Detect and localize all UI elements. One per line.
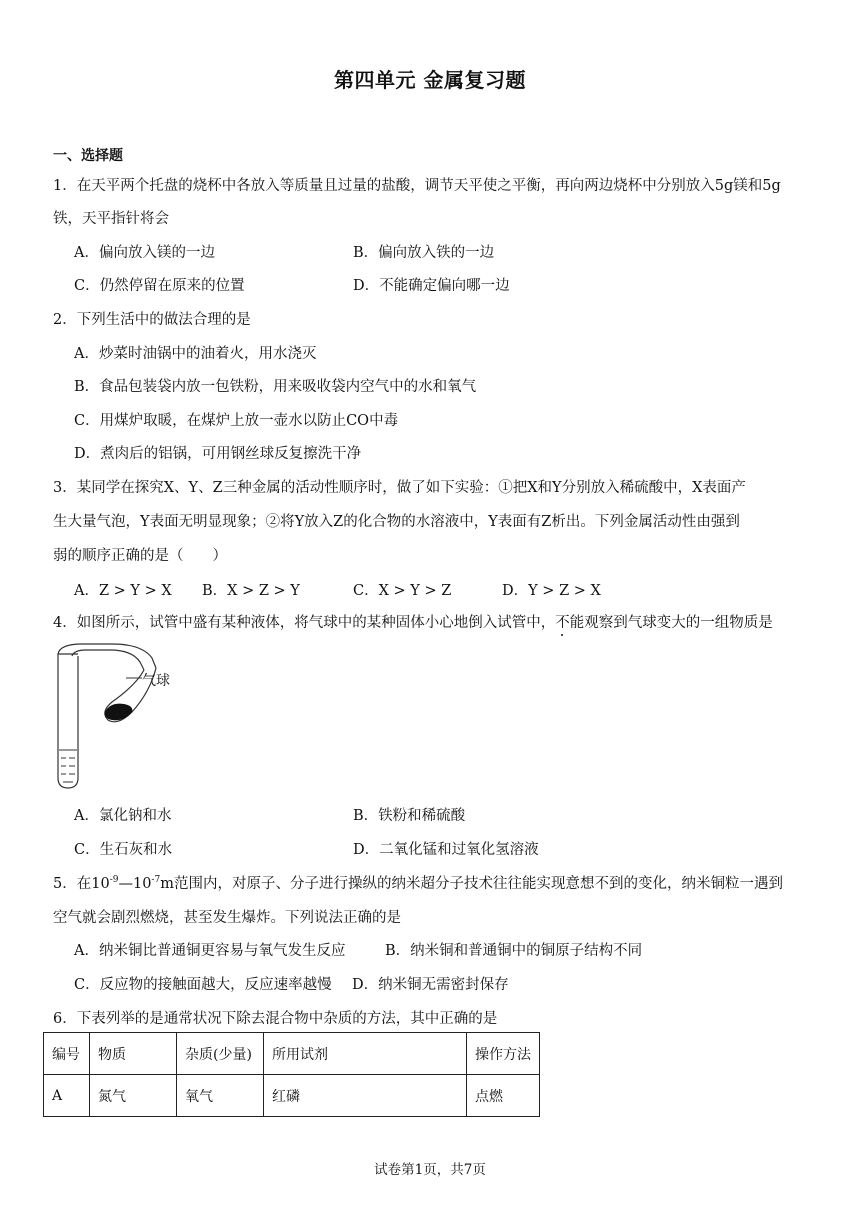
q1-option-a: A．偏向放入镁的一边: [74, 245, 215, 261]
table-cell: 氮气: [90, 1075, 177, 1117]
section-heading: 一、选择题: [53, 148, 123, 164]
q5-text-a: 5．在10: [53, 876, 110, 892]
table-cell: 氧气: [177, 1075, 264, 1117]
table-header-row: [44, 1033, 540, 1075]
q4-option-a: A．氯化钠和水: [74, 808, 172, 824]
q5-exponent-1: -9: [109, 875, 119, 885]
table-cell: 红磷: [264, 1075, 467, 1117]
q1-stem-line1: 1．在天平两个托盘的烧杯中各放入等质量且过量的盐酸，调节天平使之平衡，再向两边烧杯中分别放入5g镁和5g: [53, 178, 781, 194]
q4-stem-before: 4．如图所示，试管中盛有某种液体，将气球中的某种固体小心地倒入试管中，: [53, 615, 556, 631]
page-footer: 试卷第1页，共7页: [374, 1162, 486, 1178]
q5-text-b: —10: [118, 876, 152, 892]
q6-stem: 6．下表列举的是通常状况下除去混合物中杂质的方法，其中正确的是: [53, 1011, 498, 1027]
q5-stem-line1: [53, 872, 783, 893]
q5-option-b: B．纳米铜和普通铜中的铜原子结构不同: [385, 943, 643, 959]
q1-option-c: C．仍然停留在原来的位置: [74, 278, 245, 294]
q1-option-d: D．不能确定偏向哪一边: [353, 278, 510, 294]
q5-text-c: m范围内，对原子、分子进行操纵的纳米超分子技术往往能实现意想不到的变化，纳米铜粒一遇到: [160, 876, 783, 892]
q3-option-c: C．X > Y > Z: [353, 583, 452, 599]
table-row: [44, 1075, 540, 1117]
q3-option-b: B．X > Z > Y: [202, 583, 300, 599]
q3-option-d: D．Y > Z > X: [502, 583, 601, 599]
q2-option-d: D．煮肉后的铝锅，可用钢丝球反复擦洗干净: [74, 446, 362, 462]
table-header-cell: 物质: [90, 1033, 177, 1075]
q3-stem-line1: 3．某同学在探究X、Y、Z三种金属的活动性顺序时，做了如下实验：①把X和Y分别放入稀硫酸中，X表面产: [53, 480, 746, 496]
q4-stem-after: 能观察到气球变大的一组物质是: [569, 615, 773, 631]
q2-option-c: C．用煤炉取暖，在煤炉上放一壶水以防止CO中毒: [74, 413, 399, 429]
test-tube-balloon-figure: [52, 640, 192, 790]
q1-option-b: B．偏向放入铁的一边: [353, 245, 495, 261]
table-cell: 点燃: [467, 1075, 540, 1117]
q5-option-d: D．纳米铜无需密封保存: [352, 977, 509, 993]
q2-stem: 2．下列生活中的做法合理的是: [53, 312, 251, 328]
q5-stem-line2: 空气就会剧烈燃烧，甚至发生爆炸。下列说法正确的是: [53, 910, 401, 926]
test-tube-diagram: [52, 640, 192, 790]
q4-option-b: B．铁粉和稀硫酸: [353, 808, 466, 824]
table-header-cell: 所用试剂: [264, 1033, 467, 1075]
q5-option-c: C．反应物的接触面越大，反应速率越慢: [74, 977, 332, 993]
table-header-cell: 杂质(少量): [177, 1033, 264, 1075]
q1-stem-line2: 铁，天平指针将会: [53, 211, 169, 227]
page-title: 第四单元 金属复习题: [334, 68, 526, 92]
q4-option-c: C．生石灰和水: [74, 842, 173, 858]
q3-option-a: A．Z > Y > X: [74, 583, 172, 599]
q2-option-a: A．炒菜时油锅中的油着火，用水浇灭: [74, 346, 317, 362]
q4-stem-emphasis: 不: [555, 615, 570, 631]
q4-option-d: D．二氧化锰和过氧化氢溶液: [353, 842, 539, 858]
q3-stem-line3: 弱的顺序正确的是（ ）: [53, 548, 227, 564]
q2-option-b: B．食品包装袋内放一包铁粉，用来吸收袋内空气中的水和氧气: [74, 379, 477, 395]
q5-option-a: A．纳米铜比普通铜更容易与氧气发生反应: [74, 943, 346, 959]
balloon-label: 气球: [142, 673, 170, 689]
table-header-cell: 操作方法: [467, 1033, 540, 1075]
table-cell: A: [44, 1075, 90, 1117]
table-header-cell: 编号: [44, 1033, 90, 1075]
impurity-removal-table: [43, 1032, 540, 1117]
q3-stem-line2: 生大量气泡，Y表面无明显现象；②将Y放入Z的化合物的水溶液中，Y表面有Z析出。下列金属活动性由强到: [53, 514, 740, 530]
q5-exponent-2: -7: [151, 875, 161, 885]
q4-stem: [53, 611, 773, 632]
